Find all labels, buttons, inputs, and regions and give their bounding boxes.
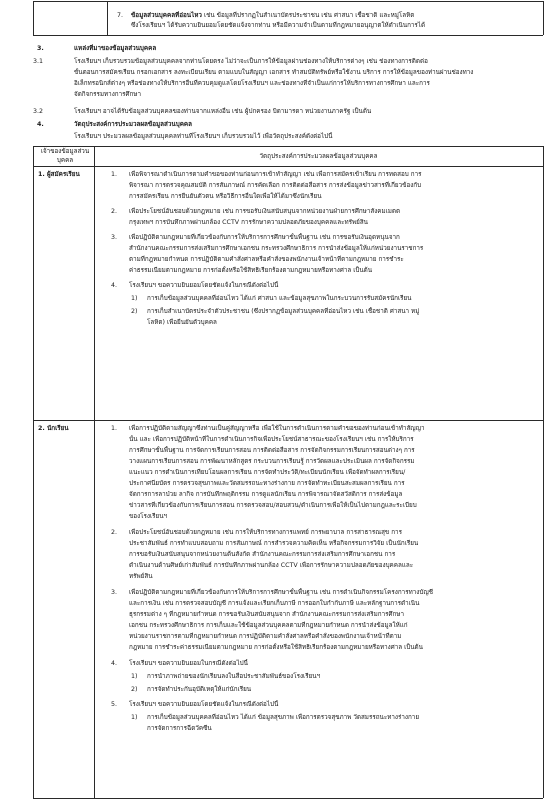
list-number: 4.: [111, 660, 118, 667]
top-table-border: [107, 1, 108, 35]
list-number: 3.: [111, 589, 118, 596]
table-border: [33, 146, 543, 147]
list-number: 3.: [111, 234, 118, 241]
purpose-line: การขอรับเงินสนับสนุนจากหน่วยงานต้นสังกัด สำนักงานคณะกรรมการส่งเสริมการศึกษาเอกชน การ: [129, 551, 396, 558]
purpose-line: ทรัพย์สิน: [129, 573, 153, 580]
paragraph-line: ขั้นตอนการสมัครเรียน กรอกเอกสาร ลงทะเบียนเรียน ตามแบบในสัญญา เอกสาร ทำสมบัติทรัพย์หรือใช้งาน บริการ การให้ข้อมูลของท่านผ่านช่องทาง: [74, 69, 474, 76]
purpose-line: เอกชน กระทรวงศึกษาธิการ การเก็บและใช้ข้อมูลส่วนบุคคลตามที่กฎหมายกำหนด การนำส่งข้อมูลให้แก่: [129, 622, 408, 629]
purpose-line: ของโรงเรียนฯ: [129, 513, 168, 520]
section-intro: โรงเรียนฯ ประมวลผลข้อมูลส่วนบุคคลท่านที่โรงเรียนฯ เก็บรวบรวมไว้ เพื่อวัตถุประสงค์ดังต่อไปนี้: [74, 133, 333, 140]
table-border: [33, 798, 543, 799]
item-line-rest: เช่น ข้อมูลที่ปรากฏในสำเนาบัตรประชาชน เช่น ศาสนา เชื้อชาติ และหมู่โลหิต: [203, 12, 415, 19]
purpose-line: โลหิต) เพื่อยืนยันตัวบุคคล: [147, 319, 217, 326]
section-heading: แหล่งที่มาของข้อมูลส่วนบุคคล: [74, 45, 157, 52]
sub-list-number: 2): [131, 308, 138, 315]
section-heading: วัตถุประสงค์การประมวลผลข้อมูลส่วนบุคคล: [74, 121, 192, 128]
column-header-owner: บุคคล: [56, 157, 74, 164]
paragraph-line: จัดกิจกรรมทางการศึกษา: [74, 91, 141, 98]
sub-list-number: 2): [131, 686, 138, 693]
paragraph-number: 3.1: [33, 58, 44, 65]
section-number: 4.: [37, 121, 44, 128]
list-number: 1.: [111, 425, 118, 432]
purpose-line: และการเงิน เช่น การตรวจสอบบัญชี การแจ้งและเรียกเก็บภาษี การออกใบกำกับภาษี และหลักฐานการดำเนิน: [129, 600, 420, 607]
sub-list-number: 1): [131, 673, 138, 680]
purpose-line: การเก็บข้อมูลส่วนบุคคลที่อ่อนไหว ได้แก่ ศาสนา และข้อมูลสุขภาพในกระบวนการรับสมัครนักเรียน: [147, 295, 412, 302]
purpose-line: พิจารณา การตรวจคุณสมบัติ การสัมภาษณ์ การคัดเลือก การติดต่อสื่อสาร การส่งข้อมูลข่าวสารที่เกี่ยวข้องกับ: [129, 182, 422, 189]
purpose-line: เพื่อประโยชน์อันชอบด้วยกฎหมาย เช่น การให้บริการทางการแพทย์ การพยาบาล การสาธารณสุข การ: [129, 529, 402, 536]
section-number: 3.: [37, 45, 44, 52]
item-line: [131, 11, 541, 20]
list-number: 5.: [111, 701, 118, 708]
purpose-line: ประกาศนียบัตร การตรวจสุขภาพและวัดสมรรถนะทางร่างกาย การจัดทำทะเบียนสะสมผลการเรียน การ: [129, 480, 405, 487]
purpose-line: เพื่อปฏิบัติตามกฎหมายที่เกี่ยวข้องกับการให้บริการการศึกษาขั้นพื้นฐาน เช่น การดำเนินกิจกรรมโครงการทางบัญชี: [129, 589, 433, 596]
purpose-line: โรงเรียนฯ ขอความยินยอมโดยชัดแจ้งในกรณีดังต่อไปนี้: [129, 282, 279, 289]
sub-list-number: 1): [131, 714, 138, 721]
paragraph-number: 3.2: [33, 108, 44, 115]
top-table-border: [543, 1, 544, 35]
table-border: [543, 146, 544, 798]
purpose-line: หน่วยงานราชการตามที่กฎหมายกำหนด การปฏิบัติตามคำสั่งศาลหรือคำสั่งของพนักงานเจ้าหน้าที่ตาม: [129, 633, 402, 640]
purpose-line: ประชาสัมพันธ์ การทำแบบสอบถาม การสัมภาษณ์ การสำรวจความคิดเห็น หรือกิจกรรมการวิจัย เป็นนักเรียน: [129, 540, 419, 547]
paragraph-line: โรงเรียนฯ อาจได้รับข้อมูลส่วนบุคคลของท่านจากแหล่งอื่น เช่น ผู้ปกครอง บิดามารดา หน่วยงานภาครัฐ เป็นต้น: [74, 108, 372, 115]
row-owner-label: 1. ผู้สมัครเรียน: [38, 171, 80, 178]
paragraph-line: อิเล็กทรอนิกส์ต่างๆ หรือช่องทางให้บริการอื่นที่ควบคุมดูแลโดยโรงเรียนฯ และช่องทางที่จำเป็นแก่การให้บริการทางการศึกษา และการ: [74, 80, 430, 87]
purpose-line: เพื่อการปฏิบัติตามสัญญาซึ่งท่านเป็นคู่สัญญาหรือ เพื่อใช้ในการดำเนินการตามคำขอของท่านก่อนเข้าทำสัญญา: [129, 425, 425, 432]
purpose-line: ธุรกรรมต่าง ๆ ที่กฎหมายกำหนด การขอรับเงินสนับสนุนจาก สำนักงานคณะกรรมการส่งเสริมการศึกษา: [129, 611, 404, 618]
item-number: 7.: [117, 12, 124, 19]
purpose-line: การจัดการการฉีดวัคซีน: [147, 725, 212, 732]
column-header-owner: เจ้าของข้อมูลส่วน: [40, 148, 90, 155]
purpose-line: ข่าวสารที่เกี่ยวข้องกับการเรียนการสอน การตรวจสอบ/สอบสวน/ดำเนินการเพื่อให้เป็นไปตามกฎและระเบียบ: [129, 502, 417, 509]
purpose-line: นั้น และ เพื่อการปฏิบัติหน้าที่ในการดำเนินการกิจเพื่อประโยชน์สาธารณะของโรงเรียนฯ เช่น การให้บริการ: [129, 436, 414, 443]
sub-list-number: 1): [131, 295, 138, 302]
top-table-rule: [33, 35, 543, 36]
paragraph-line: โรงเรียนฯ เก็บรวบรวมข้อมูลส่วนบุคคลจากท่านโดยตรง ไม่ว่าจะเป็นการให้ข้อมูลผ่านช่องทางให้บริการต่างๆ เช่น ช่องทางการติดต่อ: [74, 58, 428, 65]
purpose-line: กฎหมาย การชำระค่าธรรมเนียมตามกฎหมาย การก่อตั้งหรือใช้สิทธิเรียกร้องตามกฎหมายหรือทางศาล เป็นต้น: [129, 644, 423, 651]
purpose-line: การนำภาพถ่ายของนักเรียนลงในสื่อประชาสัมพันธ์ของโรงเรียนฯ: [147, 673, 321, 680]
purpose-line: เพื่อปฏิบัติตามกฎหมายที่เกี่ยวข้องกับการให้บริการการศึกษาขั้นพื้นฐาน เช่น การขอรับเงินอุดหนุนจาก: [129, 234, 400, 241]
purpose-line: โรงเรียนฯ ขอความยินยอมในกรณีดังต่อไปนี้: [129, 660, 248, 667]
item-line: ซึ่งโรงเรียนฯ ได้รับความยินยอมโดยชัดแจ้งจากท่าน หรือมีความจำเป็นตามที่กฎหมายอนุญาตให้ดำเนินการได้: [131, 22, 426, 29]
list-number: 2.: [111, 529, 118, 536]
purpose-line: การสมัครเรียน การยืนยันตัวตน หรือวิธีการอื่นใดเพื่อให้ได้มาซึ่งนักเรียน: [129, 193, 322, 200]
purpose-line: เพื่อประโยชน์อันชอบด้วยกฎหมาย เช่น การขอรับเงินสนับสนุนจากหน่วยงานฝ่ายการศึกษาสังคมเมตต: [129, 208, 401, 215]
row-owner-label: 2. นักเรียน: [38, 425, 69, 432]
list-number: 4.: [111, 282, 118, 289]
purpose-line: การจัดทำประกันอุบัติเหตุให้แก่นักเรียน: [147, 686, 252, 693]
table-border: [33, 166, 543, 167]
top-table-border: [33, 1, 34, 35]
table-border: [33, 146, 34, 798]
purpose-line: ค่าธรรมเนียมตามกฎหมาย การก่อตั้งหรือใช้สิทธิเรียกร้องตามกฎหมายหรือทางศาล เป็นต้น: [129, 267, 373, 274]
table-border: [94, 146, 95, 798]
table-border: [33, 420, 543, 421]
top-table-rule: [33, 1, 543, 2]
list-number: 2.: [111, 208, 118, 215]
item-title: ข้อมูลส่วนบุคคลที่อ่อนไหว: [131, 12, 202, 19]
list-number: 1.: [111, 171, 118, 178]
purpose-line: กรุงเทพฯ การบันทึกภาพผ่านกล้อง CCTV การรักษาความปลอดภัยของบุคคลและทรัพย์สิน: [129, 219, 368, 226]
purpose-line: จัดการการลาป่วย ลากิจ การบันทึกพฤติกรรม การดูแลนักเรียน การพิจารณาจัดสวัสดิการ การส่งข้อมูล: [129, 491, 403, 498]
purpose-line: ตามที่กฎหมายกำหนด การปฏิบัติตามคำสั่งศาลหรือคำสั่งของพนักงานเจ้าหน้าที่ตามกฎหมาย การชำระ: [129, 256, 404, 263]
column-header-purpose: วัตถุประสงค์การประมวลผลข้อมูลส่วนบุคคล: [259, 153, 378, 160]
purpose-line: วางแผนการเรียนการสอน การพัฒนาหลักสูตร กระบวนการเรียนรู้ การวัดผลและประเมินผล การจัดกิจกรรม: [129, 458, 415, 465]
purpose-line: ดำเนินงานด้านศิษย์เก่าสัมพันธ์ การบันทึกภาพผ่านกล้อง CCTV เพื่อการรักษาความปลอดภัยของบุคคลและ: [129, 562, 414, 569]
purpose-line: การเก็บข้อมูลส่วนบุคคลที่อ่อนไหว ได้แก่ ข้อมูลสุขภาพ เพื่อการตรวจสุขภาพ วัดสมรรถนะทางร่างกาย: [147, 714, 420, 721]
purpose-line: สำนักงานคณะกรรมการส่งเสริมการศึกษาเอกชน กระทรวงศึกษาธิการ การนำส่งข้อมูลให้แก่หน่วยงานราชการ: [129, 245, 424, 252]
purpose-line: การศึกษาขั้นพื้นฐาน การจัดการเรียนการสอน การติดต่อสื่อสาร การจัดกิจกรรมการเรียนการสอนต่างๆ การ: [129, 447, 415, 454]
purpose-line: โรงเรียนฯ ขอความยินยอมโดยชัดแจ้งในกรณีดังต่อไปนี้: [129, 701, 279, 708]
purpose-line: แนะแนว การดำเนินการเทียบโอนผลการเรียน การจัดทำประวัติ/ทะเบียนนักเรียน เพื่อจัดทำผลการเรียน/: [129, 469, 406, 476]
purpose-line: การเก็บสำเนาบัตรประจำตัวประชาชน (ซึ่งปรากฏข้อมูลส่วนบุคคลที่อ่อนไหว เช่น เชื้อชาติ ศาสนา หมู่: [147, 308, 420, 315]
purpose-line: เพื่อพิจารณาดำเนินการตามคำขอของท่านก่อนการเข้าทำสัญญา เช่น เพื่อการสมัครเข้าเรียน การทดสอบ การ: [129, 171, 422, 178]
